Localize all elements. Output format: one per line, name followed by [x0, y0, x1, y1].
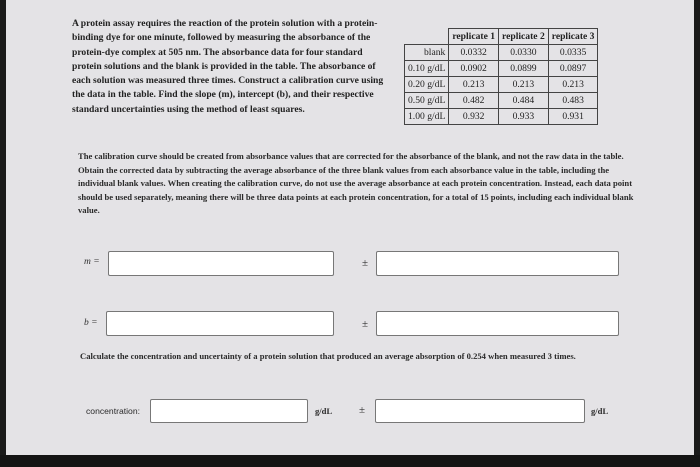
table-header-row	[405, 29, 598, 45]
uncertainty-unit: g/dL	[591, 406, 609, 416]
calibration-instructions: The calibration curve should be created from absorbance values that are corrected for the absorbance of the blank, and not the raw data in the table. Obtain the corrected data by subtracting the average absorbance of the three blank values from each absorbance value in the table, including the individual blank values. When creating the calibration curve, do not use the average absorbance at each protein concentration. Instead, each data point should be used separately, meaning there will be three data points at each protein concentration, for a total of 15 points, including each individual blank value.	[78, 151, 634, 216]
concentration-uncertainty-input[interactable]	[375, 399, 585, 423]
table-row	[405, 109, 598, 125]
plus-minus-symbol: ±	[359, 404, 366, 416]
table-cell: 0.213	[548, 77, 598, 93]
slope-label: m =	[84, 257, 100, 267]
table-cell: 0.931	[548, 109, 598, 125]
table-cell: 0.0899	[499, 61, 549, 77]
table-cell: 0.484	[499, 93, 549, 109]
slope-input[interactable]	[108, 251, 334, 276]
table-cell: 0.483	[548, 93, 598, 109]
table-cell: 0.0902	[449, 61, 499, 77]
header-replicate-3: replicate 3	[548, 29, 598, 45]
table-cell: 0.213	[449, 77, 499, 93]
row-label: blank	[405, 45, 449, 61]
table-cell: 0.482	[449, 93, 499, 109]
table-cell: 0.0335	[548, 45, 598, 61]
table-row	[405, 45, 598, 61]
concentration-input[interactable]	[150, 399, 308, 423]
concentration-label: concentration:	[86, 406, 140, 416]
header-replicate-1: replicate 1	[449, 29, 499, 45]
table-row	[405, 61, 598, 77]
problem-intro: A protein assay requires the reaction of the protein solution with a protein-binding dye for one minute, followed by measuring the absorbance of the protein-dye complex at 505 nm. The absorbance data for four standard protein solutions and the blank is provided in the table. The absorbance of each solution was measured three times. Construct a calibration curve using the data in the table. Find the slope (m), intercept (b), and their respective standard uncertainties using the method of least squares.	[72, 18, 384, 115]
intercept-input[interactable]	[106, 311, 334, 336]
table-row	[405, 93, 598, 109]
table-cell: 0.0332	[449, 45, 499, 61]
table-row	[405, 77, 598, 93]
concentration-question: Calculate the concentration and uncertainty of a protein solution that produced an average absorption of 0.254 when measured 3 times.	[80, 351, 576, 361]
plus-minus-symbol: ±	[362, 257, 369, 269]
concentration-unit: g/dL	[315, 406, 333, 416]
absorbance-table	[404, 28, 598, 125]
table-cell: 0.0330	[499, 45, 549, 61]
row-label: 0.10 g/dL	[405, 61, 449, 77]
table-cell: 0.213	[499, 77, 549, 93]
intercept-uncertainty-input[interactable]	[376, 311, 619, 336]
table-cell: 0.933	[499, 109, 549, 125]
table-corner	[405, 29, 449, 45]
row-label: 0.20 g/dL	[405, 77, 449, 93]
table-cell: 0.0897	[548, 61, 598, 77]
row-label: 0.50 g/dL	[405, 93, 449, 109]
table-cell: 0.932	[449, 109, 499, 125]
slope-uncertainty-input[interactable]	[376, 251, 619, 276]
intercept-label: b =	[84, 318, 98, 328]
plus-minus-symbol: ±	[362, 318, 369, 330]
bottom-edge	[0, 455, 700, 467]
header-replicate-2: replicate 2	[499, 29, 549, 45]
row-label: 1.00 g/dL	[405, 109, 449, 125]
